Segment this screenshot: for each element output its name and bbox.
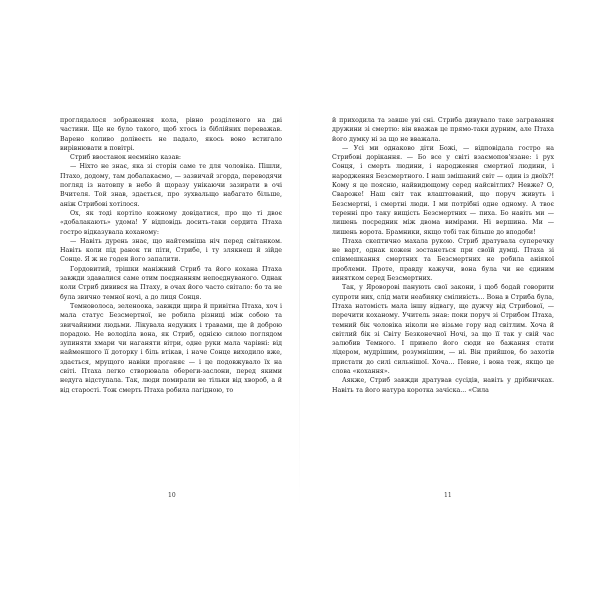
paragraph: — Усі ми однаково діти Божі, — відповідала гостро на Стрибові дорікання. — Бо все у світі взаємопов'язане: і рух Сонця, і смерть людини, і народження смертної людини, і народження Безсмертного. І наш змішаний світ — один із двоїх?! Кому я це поясню, найвидющому серед найсвітлих? Невже? О, Свароже! Наш світ так влаштований, що поруч живуть і Безсмертні, і смертні люди. І ми потрібні одне одному. А твоє теренні про таку вищість Безсмертних — пиха. Бо навіть ми — лишень посредник між двома вимірами. Ні вершина. Ми — лишень ворота. Брамники, якщо тобі так більше до вподоби!	[332, 144, 554, 236]
paragraph: Стриб ввостанок неємніно казав:	[70, 154, 181, 162]
right-page	[332, 116, 554, 395]
paragraph: — Ніхто не знає, яка зі сторін саме те для чоловіка. Пішли, Птахо, додому, там добалакаємо, — зазвичай згорда, переводячи погляд із натовпу в небо й щоразу унікаючи зазирати в очі Вчителя. Той знав, здається, про зухвальщо набагато більше, аніж Стрибові хотілося.	[60, 163, 282, 208]
left-page-number: 10	[168, 492, 176, 499]
paragraph: Темноволоса, зеленоока, завжди щира й привітна Птаха, хоч і мала статус Безсмертної, не робила різниці між собою та звичайними людьми. Лікувала недужих і травами, ще й доброю порадою. Не володіла вона, як Стриб, однією силою поглядом зупиняти хмари чи наганяти вітри, одне руки мала чарівні: від найменшого її доторку і біль втікав, і наче Сонце виходило вже, здається, мрущого навіки проганяє — і це подовжувало їх на світі. Птаха легко створювала обереги-заслони, перед якими недуга відступала. Так, люди помирали не тільки від хвороб, а й від старості. Тож смерть Птаха робила лагідною, то	[60, 302, 282, 394]
paragraph: проглядалося зображення кола, рівно розділеного на дві частини. Ще не було такого, щоб хтось із біблійних переважав. Варено коливо долівеєть не падало, якось воно встигало вирівнювати в повітрі.	[60, 117, 282, 152]
paragraph: Ох, як тоді кортіло кожному довідатися, про що ті двоє «добалакають» удома! У відповідь досить-таки сердита Птаха гостро відказувала коханому:	[60, 209, 282, 236]
paragraph: й приходила та завше уві сні. Стриба дивувало таке загравання дружини зі смертю: він вважав це прямо-таки дурним, але Птаха його думку ні за що не вважала.	[332, 117, 554, 143]
paragraph: Гордовитий, трішки маніжний Стриб та його кохана Птаха завжди здавалися саме отим поєднанням непоєднуваного. Однак коли Стриб дивився на Птаху, в очах його часто світало: бо та не була звично темної ночі, а до лиця Сонця.	[60, 265, 282, 301]
book-gutter	[299, 100, 300, 510]
paragraph: Птаха скептично махала рукою. Стриб дратувала суперечку не варт, однак кожен зостанеться при своїй думці. Птаха зі співмешкання смертних та Безсмертних не робила аніякої проблеми. Проте, правду кажучи, вона була чи не єдиним винятком серед Безсмертних.	[332, 237, 554, 283]
left-page	[60, 116, 282, 395]
right-page-number: 11	[444, 492, 452, 499]
paragraph: Аякже, Стриб завжди дратував сусідів, навіть у дрібничках. Навіть та його натура коротка зачіска... «Сила	[332, 377, 554, 394]
paragraph: — Навіть дурень знає, що найтемніша ніч перед світанком. Навіть коли під ранок ти піти, Стрибе, і ту злякнеш й зійде Сонце. Я ж не годен його запалити.	[60, 237, 282, 264]
paragraph: Так, у Яроворові панують свої закони, і щоб бодай говорити супроти них, слід мати неабияку сміливість... Вона в Стриба була, Птаха натомість мала іншу відвагу, ще дужчу від Стрибової, — перечити коханому. Учитель знав: поки поруч зі Стрибом Птаха, темний бік чоловіка ніколи не візьме гору над світлим. Хоча й світлий бік зі Світу Безконечної Ночі, за що її так у свій час залюбив Темного. І привело його сюди не бажання стати лідером, мудрішим, розумнішим, — ні. Він прийшов, бо захотів пристати до силі сильнішої. Хоча... Певне, і вона теж, якщо це слова «кохання».	[332, 284, 554, 376]
